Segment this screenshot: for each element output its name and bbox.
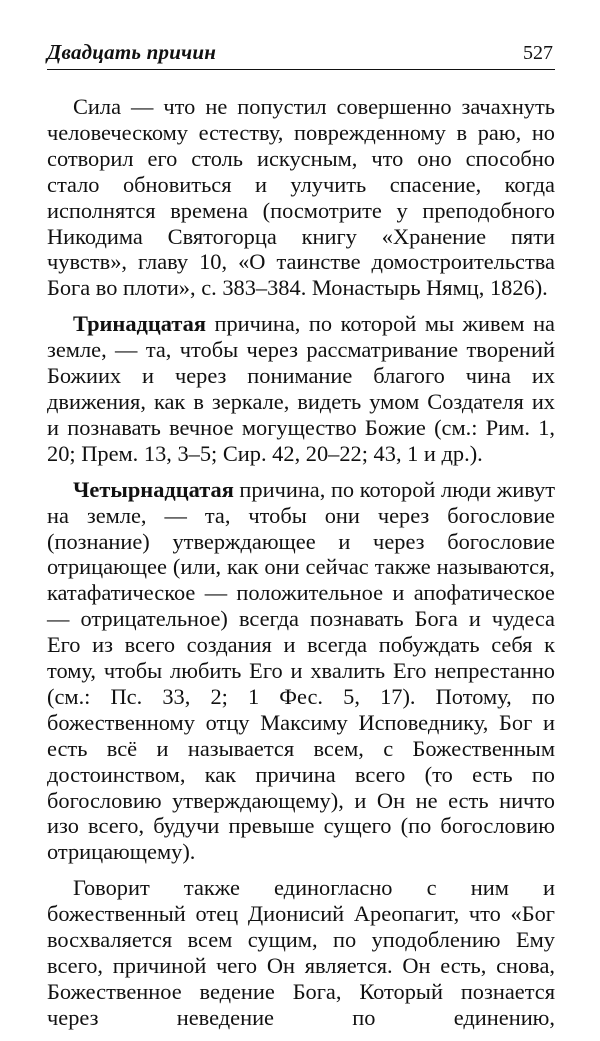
paragraph-text: Сила — что не попустил совершенно зачахнуть человеческому естеству, поврежденному в раю, но сотворил его столь искусным, что оно способно стало обновиться и улучить спасение, когда исполнятся времена (посмотрите у преподобного Никодима Святогорца книгу «Хранение пяти чувств», главу 10, «О таинстве домостроительства Бога во плоти», с. 383–384. Монастырь Нямц, 1826). bbox=[47, 94, 555, 301]
paragraph-lead: Тринадцатая bbox=[73, 311, 206, 337]
paragraph-fourteenth-reason bbox=[47, 477, 555, 866]
paragraph-lead: Четырнадцатая bbox=[73, 476, 234, 502]
running-title: Двадцать причин bbox=[47, 40, 217, 64]
paragraph-sila bbox=[47, 94, 555, 301]
paragraph-text: причина, по которой мы живем на земле, — та, чтобы через рассматривание творений Божиих и через понимание благого чина их движения, как в зеркале, видеть умом Создателя их и познавать вечное могущество Божие (см.: Рим. 1, 20; Прем. 13, 3–5; Сир. 42, 20–22; 43, 1 и др.). bbox=[47, 311, 555, 466]
paragraph-text: причина, по которой люди живут на земле, — та, чтобы они через богословие (познание) утверждающее и через богословие отрицающее (или, как они сейчас также называются, катафатическое — положительное и апофатическое — отрицательное) всегда познавать Бога и чудеса Его из всего создания и всегда побуждать себя к тому, чтобы любить Его и хвалить Его непрестанно (см.: Пс. 33, 2; 1 Фес. 5, 17). Потому, по божественному отцу Максиму Исповеднику, Бог и есть всё и называется всем, с Божественным достоинством, как причина всего (то есть по богословию утверждающему), и Он не есть ничто изо всего, будучи превыше сущего (по богословию отрицающему). bbox=[47, 476, 555, 865]
paragraph-dionysius bbox=[47, 875, 555, 1030]
paragraph-thirteenth-reason bbox=[47, 311, 555, 466]
page-number: 527 bbox=[523, 42, 553, 64]
body-text bbox=[47, 94, 555, 1031]
running-header bbox=[47, 40, 555, 70]
paragraph-text: Говорит также единогласно с ним и божественный отец Дионисий Ареопагит, что «Бог восхваляется всем сущим, по уподоблению Ему всего, причиной чего Он является. Он есть, снова, Божественное ведение Бога, Который познается через неведение по единению, bbox=[47, 875, 555, 1030]
book-page bbox=[47, 40, 555, 1041]
